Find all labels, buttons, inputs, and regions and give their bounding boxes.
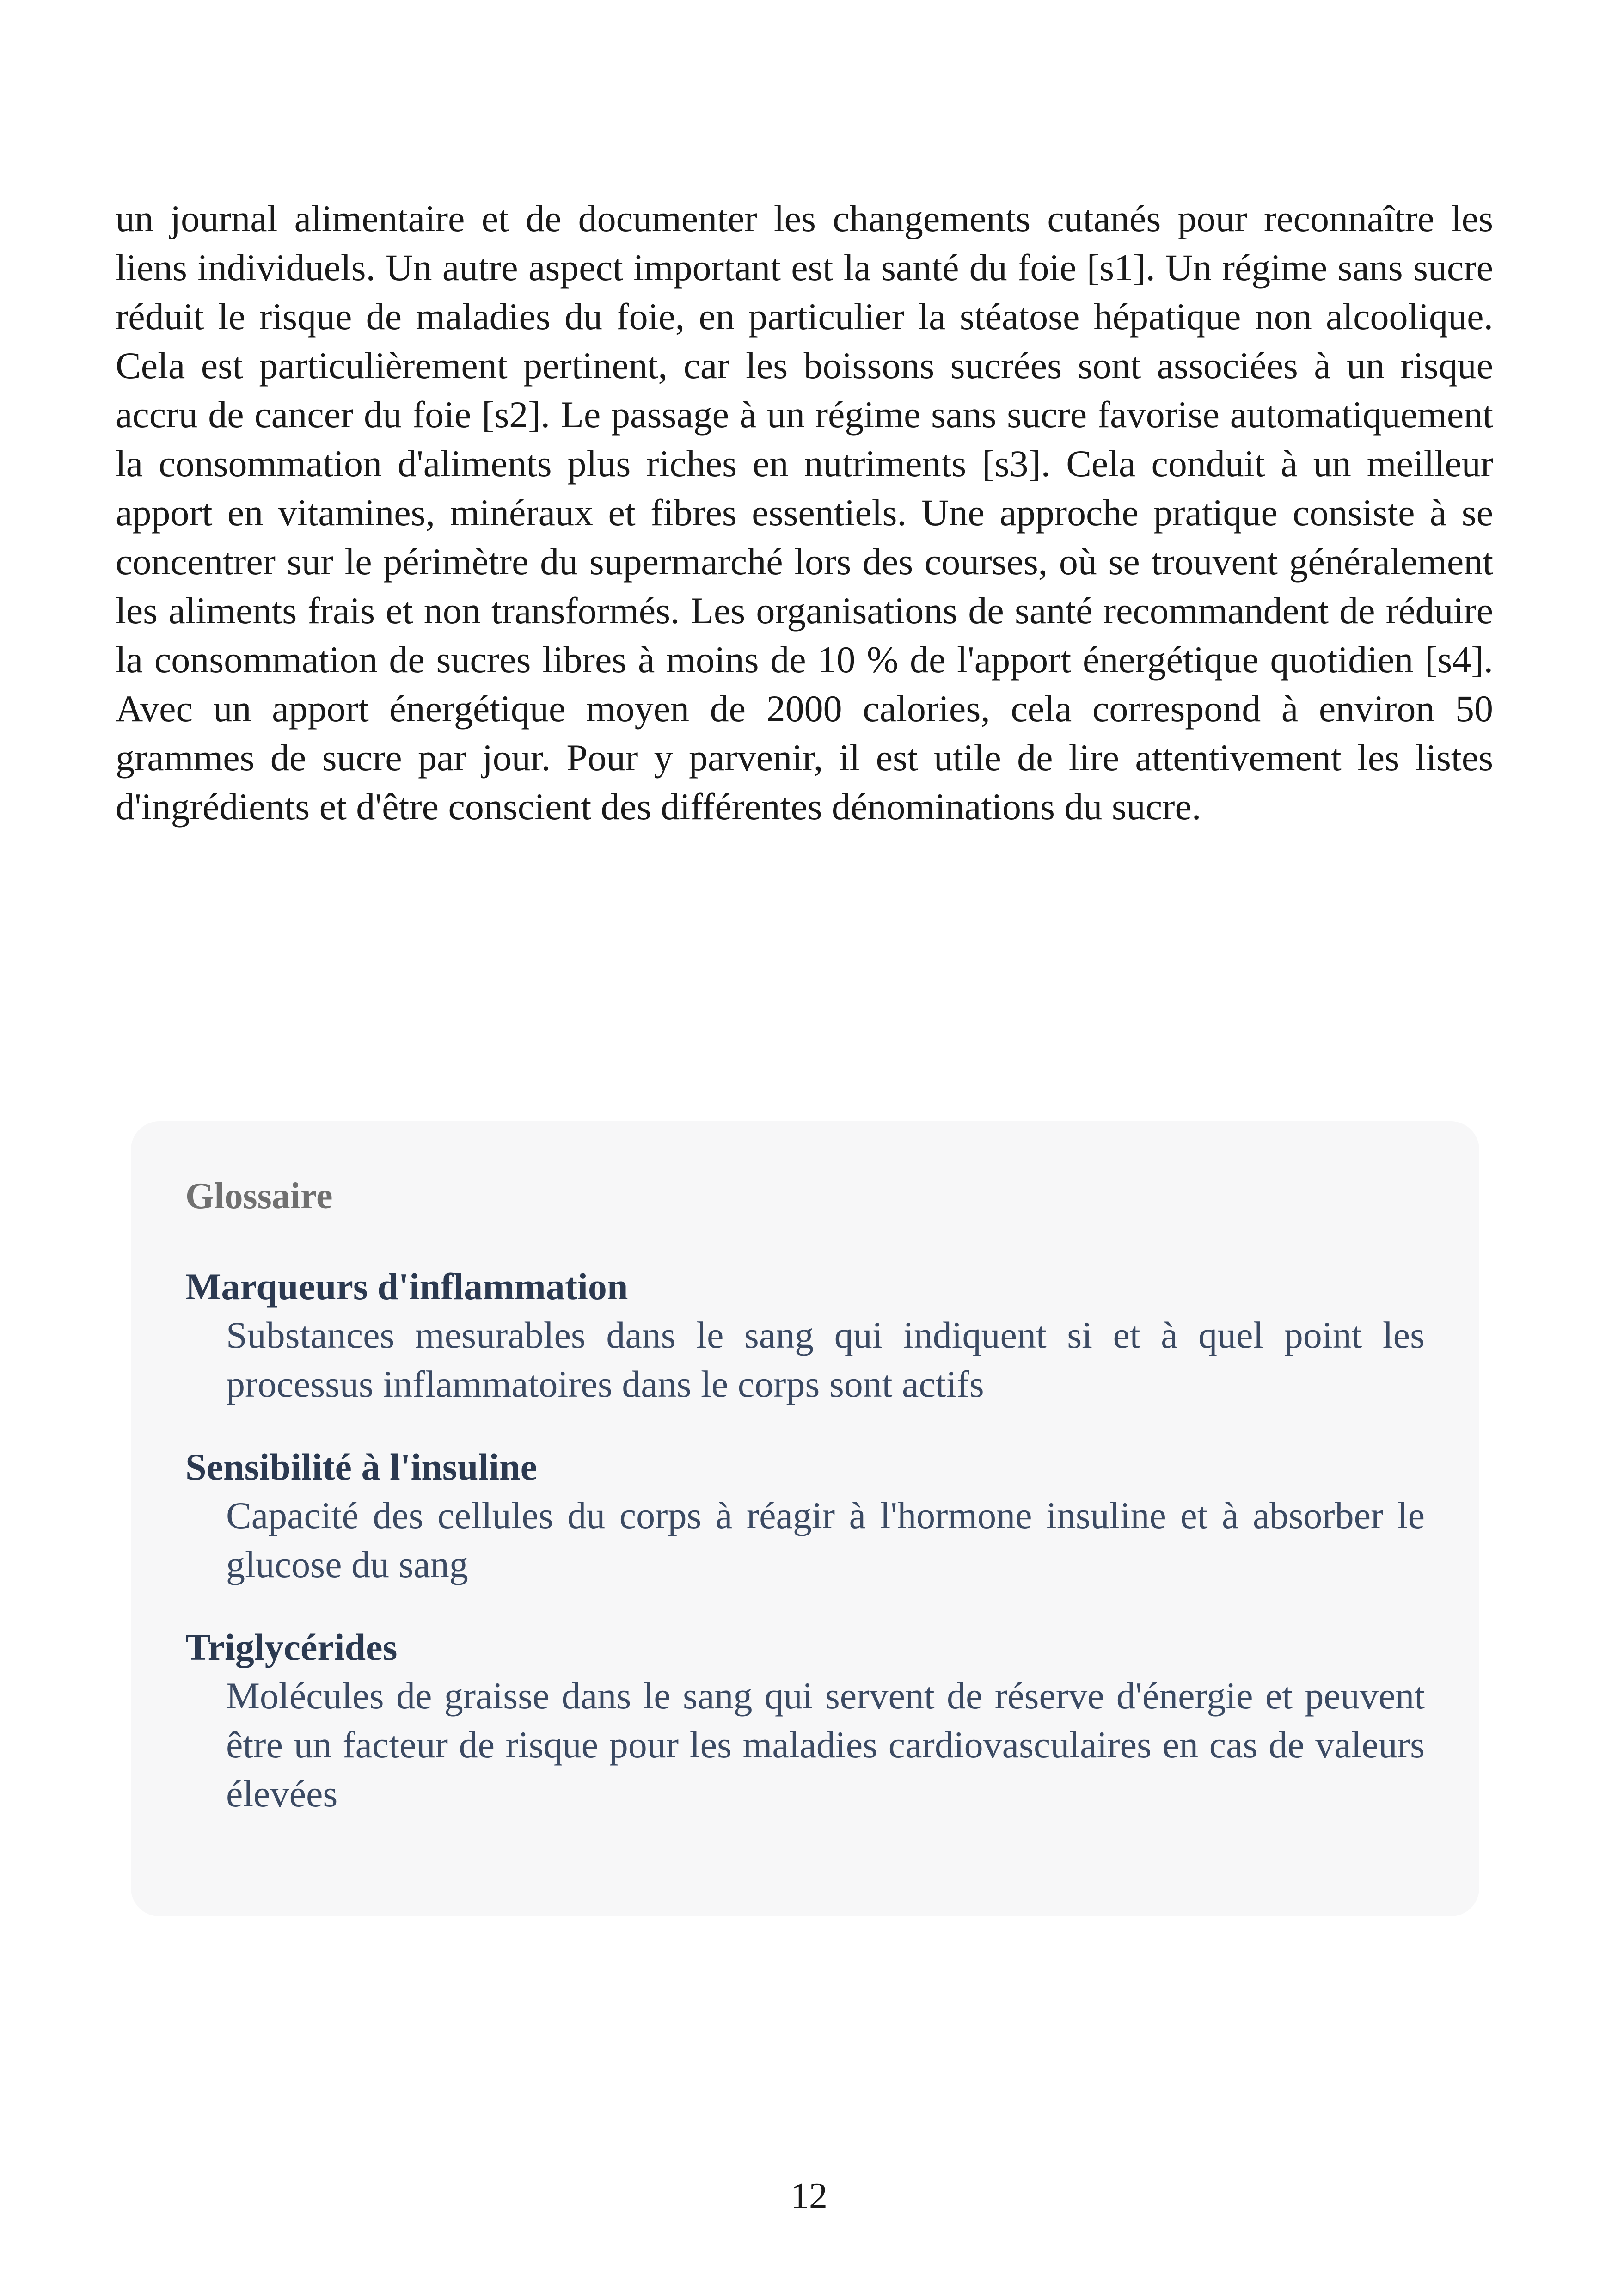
glossary-term-name: Marqueurs d'inflammation (185, 1265, 628, 1308)
glossary-term-definition: Substances mesurables dans le sang qui indiquent si et à quel point les processus inflammatoires dans le corps sont actifs (226, 1314, 1425, 1405)
glossary-box (131, 1121, 1479, 1916)
glossary-title: Glossaire (185, 1176, 333, 1216)
body-paragraph: un journal alimentaire et de documenter les changements cutanés pour reconnaître les liens individuels. Un autre aspect important est la santé du foie [s1]. Un régime sans sucre réduit le risque de maladies du foie, en particulier la stéatose hépatique non alcoolique. Cela est particulièrement pertinent, car les boissons sucrées sont associées à un risque accru de cancer du foie [s2]. Le passage à un régime sans sucre favorise automatiquement la consommation d'aliments plus riches en nutriments [s3]. Cela conduit à un meilleur apport en vitamines, minéraux et fibres essentiels. Une approche pratique consiste à se concentrer sur le périmètre du supermarché lors des courses, où se trouvent généralement les aliments frais et non transformés. Les organisations de santé recommandent de réduire la consommation de sucres libres à moins de 10 % de l'apport énergétique quotidien [s4]. Avec un apport énergétique moyen de 2000 calories, cela correspond à environ 50 grammes de sucre par jour. Pour y parvenir, il est utile de lire attentivement les listes d'ingrédients et d'être conscient des différentes dénominations du sucre. (116, 197, 1493, 828)
page-number: 12 (791, 2176, 827, 2216)
glossary-term (185, 1443, 1425, 1589)
glossary-term-name: Triglycérides (185, 1626, 398, 1668)
glossary-term (185, 1263, 1425, 1409)
glossary-term-name: Sensibilité à l'insuline (185, 1446, 537, 1488)
glossary-term-definition: Molécules de graisse dans le sang qui servent de réserve d'énergie et peuvent être un facteur de risque pour les maladies cardiovasculaires en cas de valeurs élevées (226, 1675, 1425, 1815)
glossary-term-definition: Capacité des cellules du corps à réagir à l'hormone insuline et à absorber le glucose du sang (226, 1494, 1425, 1585)
glossary-term (185, 1623, 1425, 1818)
